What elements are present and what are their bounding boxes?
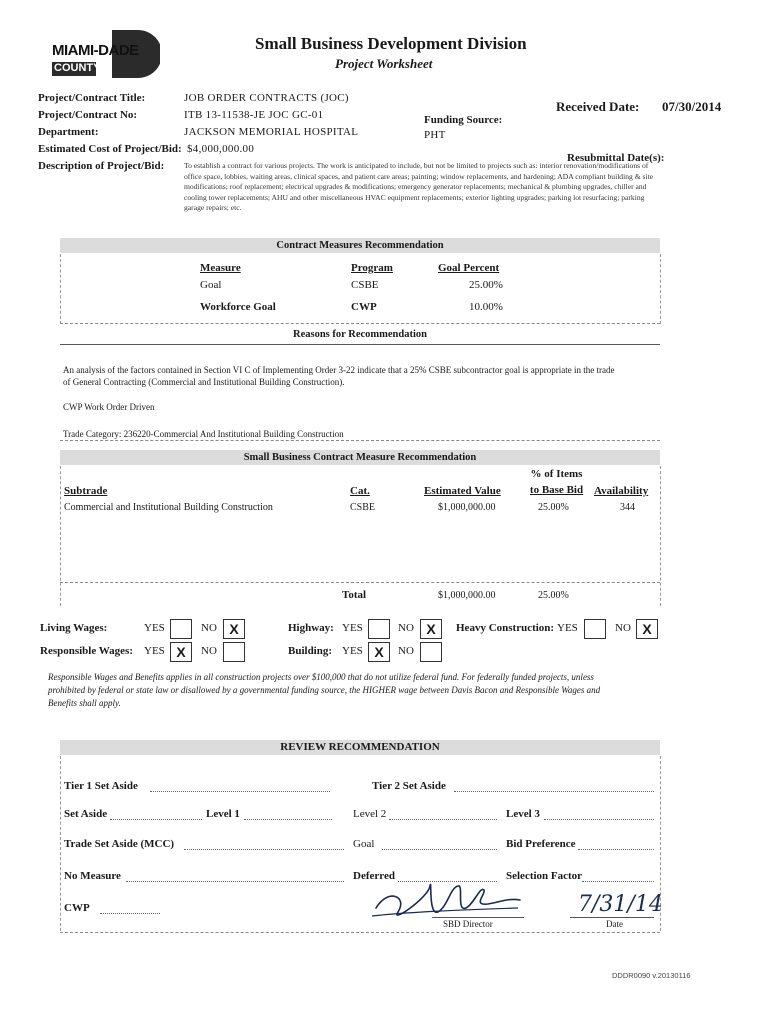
cat-row-1: CSBE bbox=[350, 502, 376, 513]
program-row-2: CWP bbox=[351, 301, 377, 313]
level3-label: Level 3 bbox=[506, 808, 540, 820]
heavy-construction-label: Heavy Construction: bbox=[456, 622, 555, 634]
program-row-1: CSBE bbox=[351, 279, 379, 291]
responsible-wages-label: Responsible Wages: bbox=[40, 645, 134, 657]
responsible-no-label: NO bbox=[201, 645, 217, 657]
department-value: JACKSON MEMORIAL HOSPITAL bbox=[184, 126, 359, 138]
living-wages-label: Living Wages: bbox=[40, 622, 108, 634]
deferred-label: Deferred bbox=[353, 870, 395, 882]
total-value: $1,000,000.00 bbox=[438, 590, 496, 601]
funding-source-value: PHT bbox=[424, 129, 446, 141]
bid-preference-field[interactable] bbox=[578, 849, 654, 850]
heavy-no-checkbox[interactable]: X bbox=[636, 619, 658, 639]
subtrade-row-1: Commercial and Institutional Building Construction bbox=[64, 502, 273, 513]
cwp-field[interactable] bbox=[100, 913, 160, 914]
living-no-checkbox[interactable]: X bbox=[223, 619, 245, 639]
living-yes-checkbox[interactable] bbox=[170, 619, 192, 639]
estimated-cost-label: Estimated Cost of Project/Bid: bbox=[38, 143, 182, 155]
date-label: Date bbox=[606, 919, 623, 929]
building-label: Building: bbox=[288, 645, 333, 657]
signed-date: 7/31/14 bbox=[578, 892, 663, 917]
trade-category: Trade Category: 236220-Commercial And Institutional Building Construction bbox=[63, 429, 344, 439]
contract-measures-heading: Contract Measures Recommendation bbox=[60, 238, 660, 253]
level1-label: Level 1 bbox=[206, 808, 240, 820]
level2-field[interactable] bbox=[389, 819, 497, 820]
responsible-yes-checkbox[interactable]: X bbox=[170, 642, 192, 662]
reasons-heading: Reasons for Recommendation bbox=[293, 329, 427, 340]
estimated-cost-value: $4,000,000.00 bbox=[187, 143, 255, 155]
building-yes-label: YES bbox=[342, 645, 363, 657]
responsible-no-checkbox[interactable] bbox=[223, 642, 245, 662]
trade-set-aside-label: Trade Set Aside (MCC) bbox=[64, 838, 175, 850]
bid-preference-label: Bid Preference bbox=[506, 838, 576, 850]
highway-no-label: NO bbox=[398, 622, 414, 634]
logo-text-bottom: COUNTY bbox=[54, 62, 101, 74]
project-no-value: ITB 13-11538-JE JOC GC-01 bbox=[184, 109, 324, 121]
col-goal-percent: Goal Percent bbox=[438, 262, 500, 274]
building-yes-checkbox[interactable]: X bbox=[368, 642, 390, 662]
heavy-no-label: NO bbox=[615, 622, 631, 634]
project-title-value: JOB ORDER CONTRACTS (JOC) bbox=[184, 92, 349, 104]
col-items-1: % of Items bbox=[530, 468, 583, 480]
review-heading: REVIEW RECOMMENDATION bbox=[60, 740, 660, 755]
reasons-text: An analysis of the factors contained in Section VI C of Implementing Order 3-22 indicate that a 25% CSBE subcontractor goal is appropriate in the trade of General Contracting (Commercial and Institutional Building Construction). bbox=[63, 365, 615, 387]
heavy-yes-label: YES bbox=[557, 622, 578, 634]
heavy-yes-checkbox[interactable] bbox=[584, 619, 606, 639]
worksheet-subtitle: Project Worksheet bbox=[335, 56, 433, 71]
measure-row-2: Workforce Goal bbox=[200, 301, 276, 313]
tier1-label: Tier 1 Set Aside bbox=[64, 780, 138, 792]
total-label: Total bbox=[342, 589, 367, 601]
cwp-note: CWP Work Order Driven bbox=[63, 402, 155, 412]
level1-field[interactable] bbox=[244, 819, 332, 820]
trade-set-aside-field[interactable] bbox=[184, 849, 344, 850]
col-program: Program bbox=[351, 262, 393, 274]
description-value: To establish a contract for various projects. The work is anticipated to include, but not be limited to projects such as: interior renovation/modifications of office space, lobbies, waiting areas, clinical spaces, and patient care areas; painting; window replacements, and hardening; ADA compliant building & site modifications; roof replacement; electrical upgrades & modifications; emergency generator replacements; mechanical & plumbing upgrades, chiller and cooling tower replacements; AHU and other miscellaneous HVAC equipment replacements; exterior lighting upgrades; parking lot resurfacing; parking garage repairs; etc. bbox=[184, 161, 654, 213]
goal-row-1: 25.00% bbox=[469, 279, 503, 291]
received-date-label: Received Date: bbox=[556, 99, 640, 114]
value-row-1: $1,000,000.00 bbox=[438, 502, 496, 513]
set-aside-label: Set Aside bbox=[64, 808, 108, 820]
goal-label: Goal bbox=[353, 838, 375, 850]
selection-factor-label: Selection Factor bbox=[506, 870, 583, 882]
col-measure: Measure bbox=[200, 262, 241, 274]
col-estimated-value: Estimated Value bbox=[424, 485, 501, 497]
living-yes-label: YES bbox=[144, 622, 165, 634]
resubmittal-date-label: Resubmittal Date(s): bbox=[567, 152, 665, 164]
level2-label: Level 2 bbox=[353, 808, 387, 820]
received-date-value: 07/30/2014 bbox=[662, 99, 722, 114]
no-measure-field[interactable] bbox=[126, 881, 344, 882]
goal-field[interactable] bbox=[382, 849, 497, 850]
department-label: Department: bbox=[38, 126, 99, 138]
tier2-field[interactable] bbox=[454, 791, 654, 792]
small-business-heading: Small Business Contract Measure Recommendation bbox=[60, 450, 660, 465]
division-title: Small Business Development Division bbox=[255, 34, 527, 53]
col-items-2: to Base Bid bbox=[529, 484, 584, 496]
total-pct: 25.00% bbox=[538, 590, 569, 601]
building-no-checkbox[interactable] bbox=[420, 642, 442, 662]
measure-row-1: Goal bbox=[200, 279, 222, 291]
highway-yes-label: YES bbox=[342, 622, 363, 634]
selection-factor-field[interactable] bbox=[582, 881, 654, 882]
cwp-label: CWP bbox=[64, 902, 90, 914]
no-measure-label: No Measure bbox=[64, 870, 121, 882]
project-title-label: Project/Contract Title: bbox=[38, 92, 146, 104]
highway-label: Highway: bbox=[288, 622, 334, 634]
responsible-yes-label: YES bbox=[144, 645, 165, 657]
living-no-label: NO bbox=[201, 622, 217, 634]
avail-row-1: 344 bbox=[620, 502, 635, 513]
set-aside-field[interactable] bbox=[110, 819, 202, 820]
pct-row-1: 25.00% bbox=[538, 502, 569, 513]
funding-source-label: Funding Source: bbox=[424, 114, 503, 126]
col-availability: Availability bbox=[594, 485, 649, 497]
form-number: DDDR0090 v.20130116 bbox=[612, 971, 691, 980]
county-logo bbox=[50, 28, 160, 80]
col-subtrade: Subtrade bbox=[64, 485, 108, 497]
building-no-label: NO bbox=[398, 645, 414, 657]
tier1-field[interactable] bbox=[150, 791, 330, 792]
sbd-director-label: SBD Director bbox=[443, 919, 493, 929]
description-label: Description of Project/Bid: bbox=[38, 160, 165, 172]
wages-note: Responsible Wages and Benefits applies in all construction projects over $100,000 that do not utilize federal fund. For federally funded projects, unless prohibited by federal or state law or disallowed by a governmental funding source, the HIGHER wage between Davis Bacon and Responsible Wages and Benefits shall apply. bbox=[48, 672, 601, 708]
logo-text-top: MIAMI-DADE bbox=[52, 42, 139, 59]
goal-row-2: 10.00% bbox=[469, 301, 503, 313]
highway-yes-checkbox[interactable] bbox=[368, 619, 390, 639]
level3-field[interactable] bbox=[544, 819, 654, 820]
tier2-label: Tier 2 Set Aside bbox=[372, 780, 446, 792]
col-cat: Cat. bbox=[350, 485, 370, 497]
project-no-label: Project/Contract No: bbox=[38, 109, 138, 121]
highway-no-checkbox[interactable]: X bbox=[420, 619, 442, 639]
